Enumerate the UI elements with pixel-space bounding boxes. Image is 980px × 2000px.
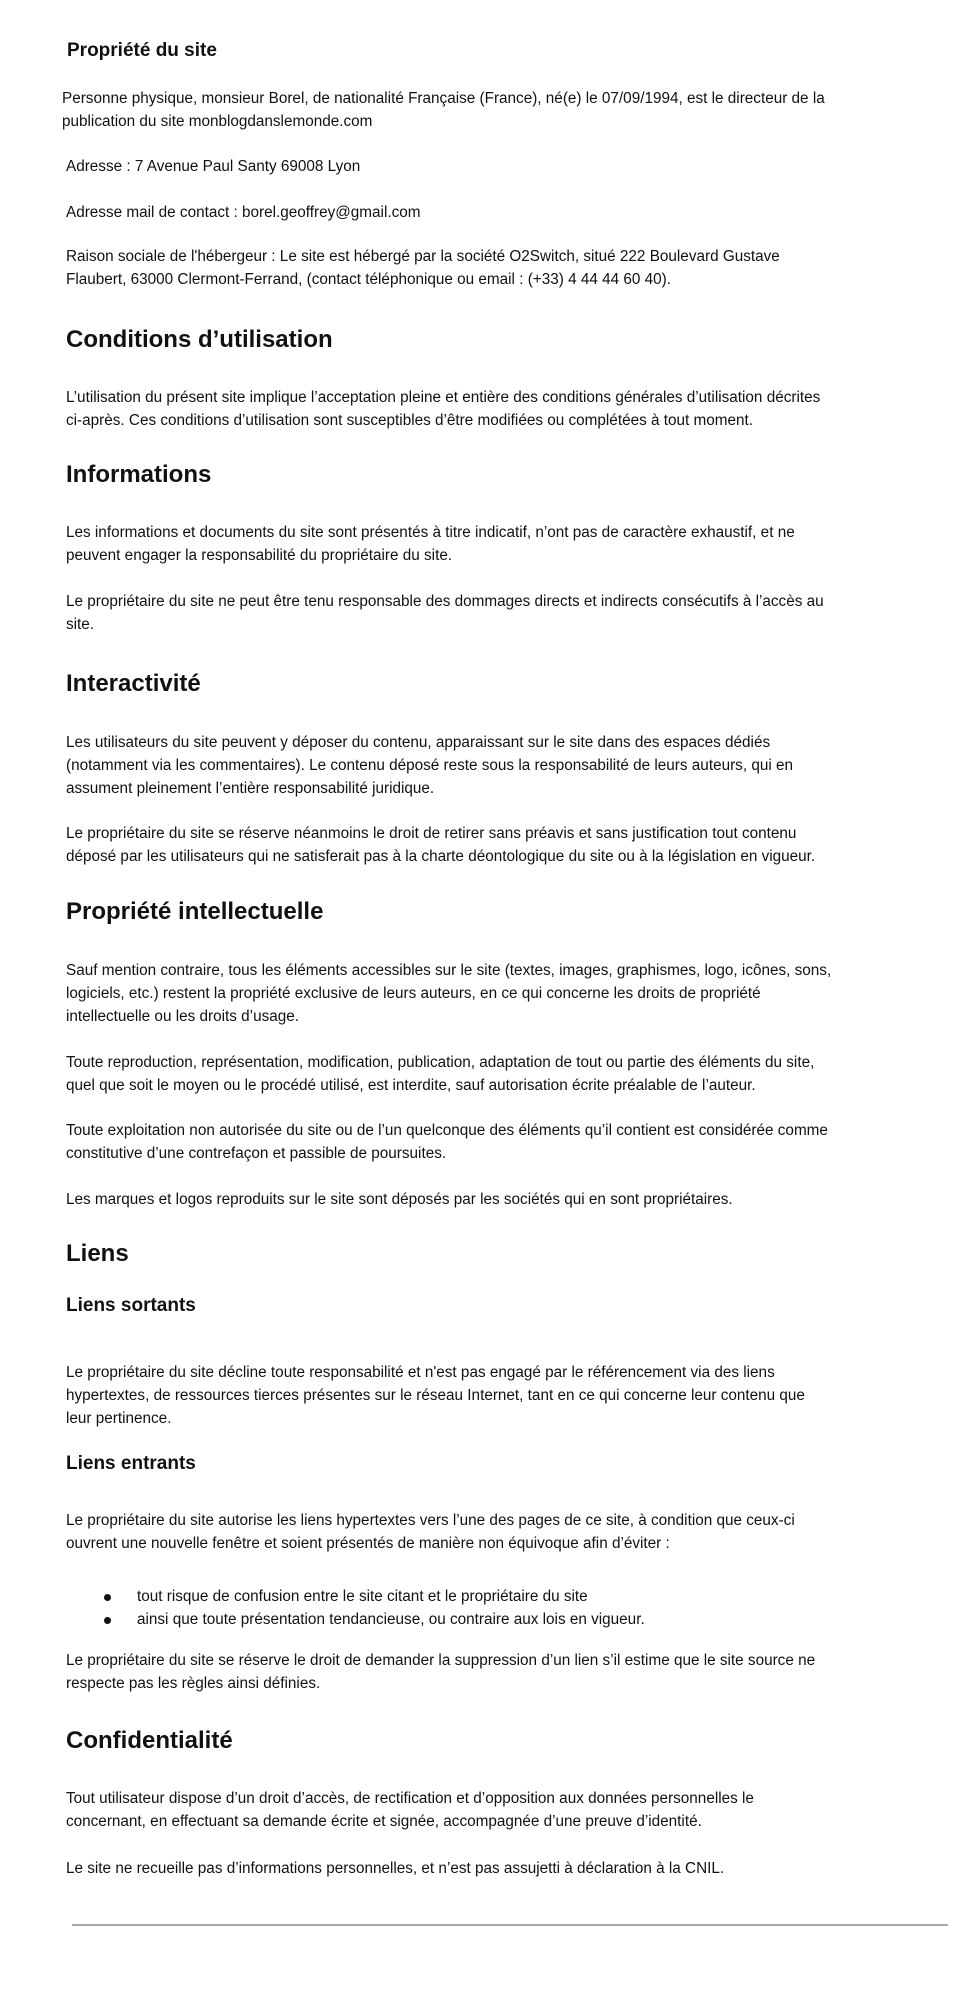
bullet-list (66, 1585, 645, 1631)
paragraph-informations-1 (66, 521, 946, 567)
paragraph-conditions (66, 386, 946, 432)
paragraph-confidentialite-1 (66, 1787, 946, 1833)
text-line: Les utilisateurs du site peuvent y déposer du contenu, apparaissant sur le site dans des espaces dédiés (66, 734, 771, 751)
text-line: L’utilisation du présent site implique l’acceptation pleine et entière des conditions générales d’utilisation décrites (66, 389, 821, 406)
text-line: Les informations et documents du site sont présentés à titre indicatif, n’ont pas de caractère exhaustif, et ne (66, 524, 795, 541)
text-line: Le propriétaire du site se réserve néanmoins le droit de retirer sans préavis et sans justification tout contenu (66, 825, 797, 842)
paragraph-adresse: Adresse : 7 Avenue Paul Santy 69008 Lyon (66, 158, 361, 175)
text-line: peuvent engager la responsabilité du propriétaire du site. (66, 547, 453, 564)
heading-interactivite: Interactivité (66, 670, 201, 697)
heading-conditions-utilisation: Conditions d’utilisation (66, 326, 333, 353)
text-line: Le propriétaire du site décline toute responsabilité et n'est pas engagé par le référencement via des liens (66, 1364, 775, 1381)
text-line: Toute reproduction, représentation, modification, publication, adaptation de tout ou partie des éléments du site, (66, 1054, 815, 1071)
heading-confidentialite: Confidentialité (66, 1727, 233, 1754)
paragraph-confidentialite-2: Le site ne recueille pas d’informations personnelles, et n’est pas assujetti à déclaration à la CNIL. (66, 1860, 725, 1877)
heading-propriete-intellectuelle: Propriété intellectuelle (66, 898, 324, 925)
text-line: ci-après. Ces conditions d’utilisation sont susceptibles d’être modifiées ou complétées à tout moment. (66, 412, 754, 429)
paragraph-intellectuelle-1 (66, 959, 946, 1028)
text-line: Le propriétaire du site ne peut être tenu responsable des dommages directs et indirects consécutifs à l’accès au (66, 593, 824, 610)
text-line: Le propriétaire du site autorise les liens hypertextes vers l’une des pages de ce site, à condition que ceux-ci (66, 1512, 795, 1529)
text-line: Toute exploitation non autorisée du site ou de l’un quelconque des éléments qu’il contient est considérée comme (66, 1122, 828, 1139)
text-line: Le propriétaire du site se réserve le droit de demander la suppression d’un lien s’il estime que le site source ne (66, 1652, 816, 1669)
text-line: Sauf mention contraire, tous les éléments accessibles sur le site (textes, images, graphismes, logo, icônes, sons, (66, 962, 832, 979)
paragraph-interactivite-1 (66, 731, 946, 800)
heading-informations: Informations (66, 461, 212, 488)
text-line: publication du site monblogdanslemonde.com (62, 113, 373, 130)
text-line: Flaubert, 63000 Clermont-Ferrand, (contact téléphonique ou email : (+33) 4 44 44 60 40). (66, 271, 672, 288)
paragraph-intellectuelle-4: Les marques et logos reproduits sur le site sont déposés par les sociétés qui en sont propriétaires. (66, 1191, 733, 1208)
list-item (66, 1608, 645, 1631)
paragraph-interactivite-2 (66, 822, 946, 868)
text-line: Raison sociale de l'hébergeur : Le site est hébergé par la société O2Switch, situé 222 Boulevard Gustave (66, 248, 780, 265)
paragraph-personne-physique (62, 87, 942, 133)
text-line: site. (66, 616, 95, 633)
footer-divider (72, 1924, 948, 1926)
paragraph-intellectuelle-3 (66, 1119, 946, 1165)
heading-liens-sortants: Liens sortants (66, 1295, 196, 1316)
paragraph-hebergeur (66, 245, 946, 291)
text-line: Tout utilisateur dispose d’un droit d’accès, de rectification et d’opposition aux données personnelles le (66, 1790, 754, 1807)
list-item (66, 1585, 645, 1608)
text-line: respecte pas les règles ainsi définies. (66, 1675, 321, 1692)
paragraph-liens-entrants-1 (66, 1509, 946, 1555)
text-line: Personne physique, monsieur Borel, de nationalité Française (France), né(e) le 07/09/1994, est le directeur de la (62, 90, 825, 107)
heading-propriete-du-site: Propriété du site (67, 40, 217, 61)
bullet-icon (104, 1617, 111, 1624)
text-line: assument pleinement l’entière responsabilité juridique. (66, 780, 435, 797)
heading-liens: Liens (66, 1240, 129, 1267)
text-line: logiciels, etc.) restent la propriété exclusive de leurs auteurs, en ce qui concerne les droits de propriété (66, 985, 761, 1002)
bullet-icon (104, 1594, 111, 1601)
text-line: déposé par les utilisateurs qui ne satisferait pas à la charte déontologique du site ou à la législation en vigueur. (66, 848, 816, 865)
paragraph-adresse-mail: Adresse mail de contact : borel.geoffrey@gmail.com (66, 204, 421, 221)
list-item-text: tout risque de confusion entre le site citant et le propriétaire du site (137, 1588, 588, 1605)
paragraph-intellectuelle-2 (66, 1051, 946, 1097)
text-line: intellectuelle ou les droits d’usage. (66, 1008, 299, 1025)
text-line: quel que soit le moyen ou le procédé utilisé, est interdite, sauf autorisation écrite préalable de l’auteur. (66, 1077, 756, 1094)
text-line: hypertextes, de ressources tierces présentes sur le réseau Internet, tant en ce qui concerne leur contenu que (66, 1387, 805, 1404)
paragraph-informations-2 (66, 590, 946, 636)
text-line: ouvrent une nouvelle fenêtre et soient présentés de manière non équivoque afin d’éviter : (66, 1535, 670, 1552)
paragraph-liens-sortants (66, 1361, 946, 1430)
text-line: concernant, en effectuant sa demande écrite et signée, accompagnée d’une preuve d’identité. (66, 1813, 702, 1830)
text-line: leur pertinence. (66, 1410, 172, 1427)
heading-liens-entrants: Liens entrants (66, 1453, 196, 1474)
paragraph-liens-entrants-2 (66, 1649, 946, 1695)
text-line: constitutive d’une contrefaçon et passible de poursuites. (66, 1145, 447, 1162)
text-line: (notamment via les commentaires). Le contenu déposé reste sous la responsabilité de leurs auteurs, qui en (66, 757, 793, 774)
list-item-text: ainsi que toute présentation tendancieuse, ou contraire aux lois en vigueur. (137, 1611, 645, 1628)
